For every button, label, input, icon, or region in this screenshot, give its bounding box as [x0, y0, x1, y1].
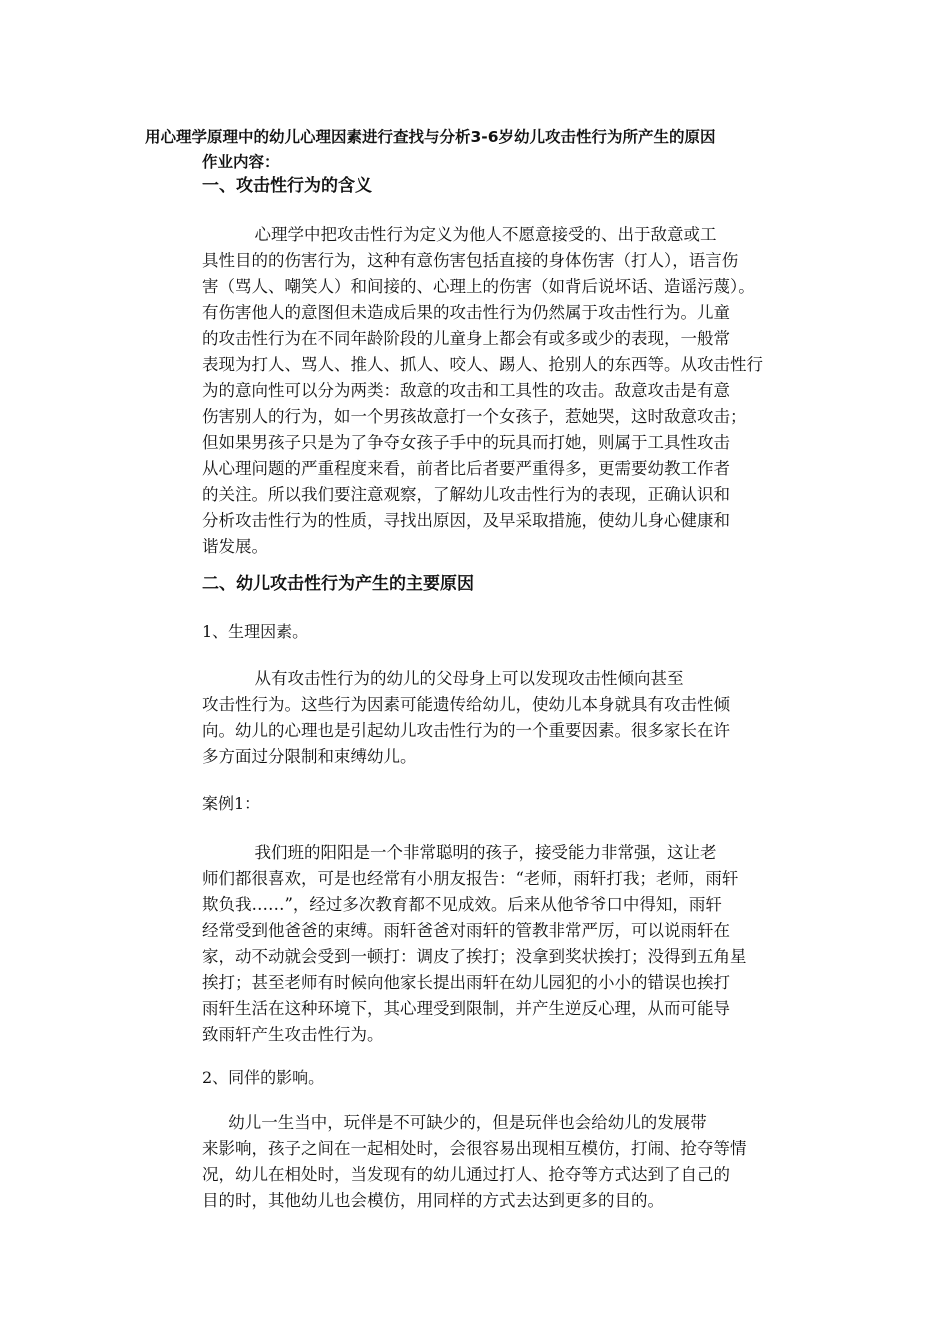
- paragraph-line: 雨轩生活在这种环境下，其心理受到限制，并产生逆反心理，从而可能导: [202, 999, 730, 1018]
- section-1-paragraph: [202, 222, 810, 560]
- paragraph-line: 师们都很喜欢，可是也经常有小朋友报告：“老师，雨轩打我；老师，雨轩: [202, 869, 739, 888]
- paragraph-line: 谐发展。: [202, 537, 268, 556]
- paragraph-line: 具性目的的伤害行为，这种有意伤害包括直接的身体伤害（打人），语言伤: [202, 251, 739, 270]
- paragraph-line: 我们班的阳阳是一个非常聪明的孩子，接受能力非常强，这让老: [202, 843, 717, 862]
- paragraph-line: 来影响，孩子之间在一起相处时，会很容易出现相互模仿，打闹、抢夺等情: [202, 1139, 747, 1158]
- paragraph-line: 挨打；甚至老师有时候向他家长提出雨轩在幼儿园犯的小小的错误也挨打: [202, 973, 730, 992]
- paragraph-line: 的攻击性行为在不同年龄阶段的儿童身上都会有或多或少的表现，一般常: [202, 329, 730, 348]
- paragraph-line: 目的时，其他幼儿也会模仿，用同样的方式去达到更多的目的。: [202, 1191, 664, 1210]
- paragraph-line: 为的意向性可以分为两类：敌意的攻击和工具性的攻击。敌意攻击是有意: [202, 381, 730, 400]
- paragraph-line: 伤害别人的行为，如一个男孩故意打一个女孩子，惹她哭，这时敌意攻击；: [202, 407, 747, 426]
- paragraph-line: 的关注。所以我们要注意观察，了解幼儿攻击性行为的表现，正确认识和: [202, 485, 730, 504]
- case-1-paragraph: [202, 840, 810, 1048]
- paragraph-line: 致雨轩产生攻击性行为。: [202, 1025, 384, 1044]
- factor-2-paragraph: [202, 1110, 810, 1214]
- paragraph-line: 害（骂人、嘲笑人）和间接的、心理上的伤害（如背后说坏话、造谣污蔑）。: [202, 277, 755, 296]
- section-1-heading: 一、攻击性行为的含义: [202, 176, 372, 196]
- paragraph-line: 况，幼儿在相处时，当发现有的幼儿通过打人、抢夺等方式达到了自己的: [202, 1165, 730, 1184]
- document-title: 用心理学原理中的幼儿心理因素进行查找与分析3-6岁幼儿攻击性行为所产生的原因: [145, 128, 716, 146]
- paragraph-line: 多方面过分限制和束缚幼儿。: [202, 747, 417, 766]
- section-2-heading: 二、幼儿攻击性行为产生的主要原因: [202, 574, 474, 594]
- factor-1-paragraph: [202, 666, 810, 770]
- paragraph-line: 心理学中把攻击性行为定义为他人不愿意接受的、出于敌意或工: [202, 225, 717, 244]
- paragraph-line: 表现为打人、骂人、推人、抓人、咬人、踢人、抢别人的东西等。从攻击性行: [202, 355, 763, 374]
- paragraph-line: 家，动不动就会受到一顿打：调皮了挨打；没拿到奖状挨打；没得到五角星: [202, 947, 747, 966]
- paragraph-line: 攻击性行为。这些行为因素可能遗传给幼儿，使幼儿本身就具有攻击性倾: [202, 695, 730, 714]
- paragraph-line: 幼儿一生当中，玩伴是不可缺少的，但是玩伴也会给幼儿的发展带: [202, 1113, 707, 1132]
- paragraph-line: 但如果男孩子只是为了争夺女孩子手中的玩具而打她，则属于工具性攻击: [202, 433, 730, 452]
- paragraph-line: 有伤害他人的意图但未造成后果的攻击性行为仍然属于攻击性行为。儿童: [202, 303, 730, 322]
- assignment-label: 作业内容：: [202, 153, 280, 171]
- paragraph-line: 从心理问题的严重程度来看，前者比后者要严重得多，更需要幼教工作者: [202, 459, 730, 478]
- paragraph-line: 从有攻击性行为的幼儿的父母身上可以发现攻击性倾向甚至: [202, 669, 684, 688]
- paragraph-line: 分析攻击性行为的性质，寻找出原因，及早采取措施，使幼儿身心健康和: [202, 511, 730, 530]
- factor-1-heading: 1、生理因素。: [202, 622, 309, 641]
- case-1-heading: 案例1：: [202, 794, 261, 813]
- factor-2-heading: 2、同伴的影响。: [202, 1068, 325, 1087]
- paragraph-line: 向。幼儿的心理也是引起幼儿攻击性行为的一个重要因素。很多家长在许: [202, 721, 730, 740]
- paragraph-line: 欺负我……”，经过多次教育都不见成效。后来从他爷爷口中得知，雨轩: [202, 895, 722, 914]
- paragraph-line: 经常受到他爸爸的束缚。雨轩爸爸对雨轩的管教非常严厉，可以说雨轩在: [202, 921, 730, 940]
